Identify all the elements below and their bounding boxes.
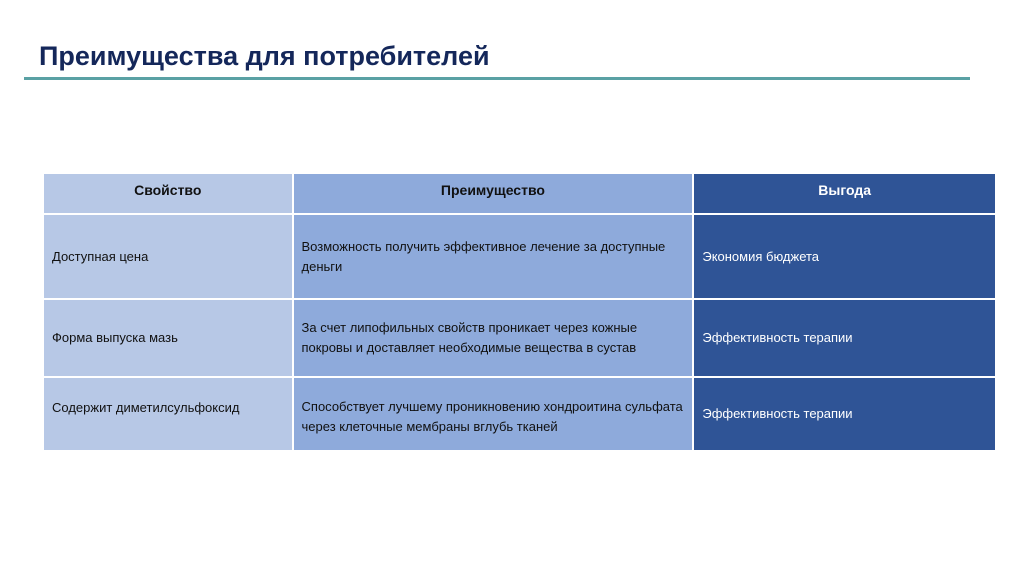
table-row (44, 215, 995, 298)
cell-property: Форма выпуска мазь (44, 300, 292, 376)
cell-property: Содержит диметилсульфоксид (44, 378, 292, 450)
title-divider (24, 77, 970, 80)
cell-benefit: Экономия бюджета (694, 215, 995, 298)
table-header-row (44, 174, 995, 213)
benefits-table (42, 172, 997, 452)
header-property: Свойство (44, 174, 292, 213)
header-advantage: Преимущество (294, 174, 693, 213)
cell-benefit: Эффективность терапии (694, 300, 995, 376)
cell-benefit: Эффективность терапии (694, 378, 995, 450)
slide-title: Преимущества для потребителей (39, 41, 490, 71)
cell-advantage: Способствует лучшему проникновению хондроитина сульфата через клеточные мембраны вглубь тканей (294, 378, 693, 450)
header-benefit: Выгода (694, 174, 995, 213)
cell-advantage: За счет липофильных свойств проникает через кожные покровы и доставляет необходимые вещества в сустав (294, 300, 693, 376)
table-row (44, 300, 995, 376)
cell-advantage: Возможность получить эффективное лечение за доступные деньги (294, 215, 693, 298)
table-row (44, 378, 995, 450)
cell-property: Доступная цена (44, 215, 292, 298)
